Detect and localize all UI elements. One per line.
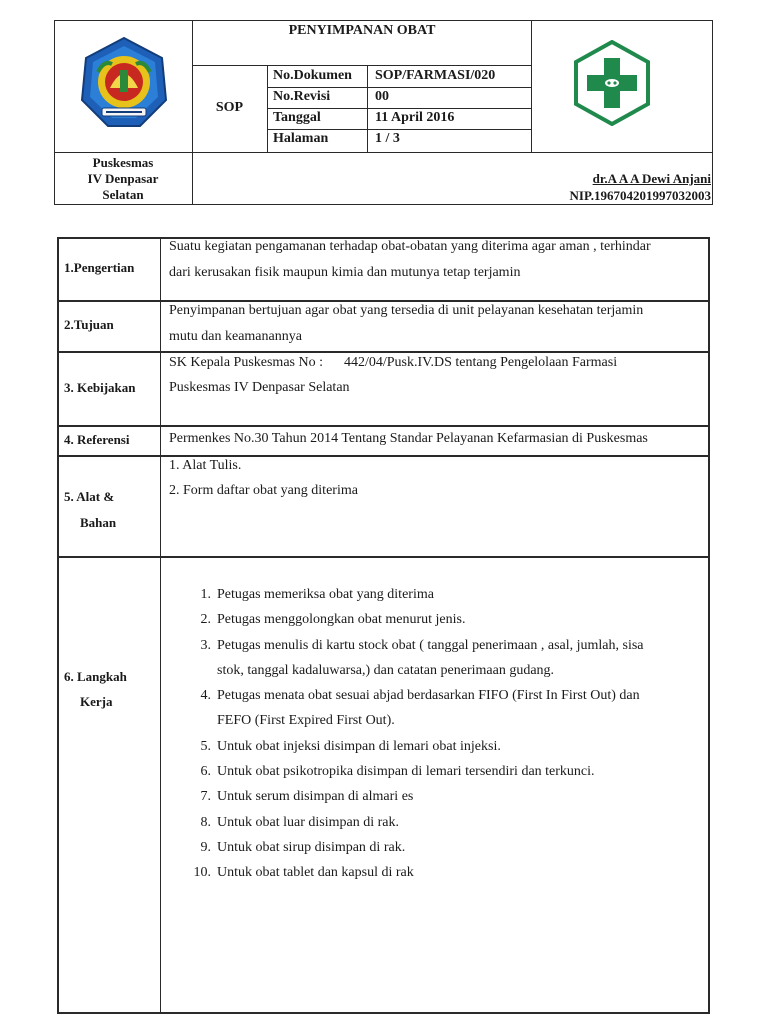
pengertian-text-line: dari kerusakan fisik maupun kimia dan mutunya tetap terjamin (169, 265, 521, 280)
step-text: Petugas menata obat sesuai abjad berdasarkan FIFO (First In First Out) dan (217, 688, 640, 704)
referensi-text-line: Permenkes No.30 Tahun 2014 Tentang Standar Pelayanan Kefarmasian di Puskesmas (169, 431, 648, 446)
label-line: Kerja (80, 694, 113, 709)
step-text: Untuk obat tablet dan kapsul di rak (217, 865, 414, 881)
label-referensi: 4. Referensi (64, 432, 130, 447)
label-kebijakan: 3. Kebijakan (64, 380, 136, 395)
step-item (193, 734, 644, 759)
org-line: Puskesmas (92, 155, 154, 170)
step-item (193, 633, 644, 684)
step-item (193, 683, 644, 734)
label-line: 5. Alat & (64, 489, 115, 504)
step-number: 7. (200, 789, 211, 805)
org-line: IV Denpasar (87, 171, 159, 186)
signer-name: dr.A A A Dewi Anjani (592, 171, 711, 186)
label-line: Bahan (80, 515, 117, 530)
step-text: Untuk obat luar disimpan di rak. (217, 814, 399, 830)
label-alat-bahan (64, 484, 116, 536)
pengertian-text-line: Suatu kegiatan pengamanan terhadap obat-obatan yang diterima agar aman , terhindar (169, 239, 651, 254)
field-value-no-revisi: 00 (375, 89, 389, 104)
org-line: Selatan (102, 187, 144, 202)
step-item (193, 860, 644, 885)
field-value-halaman: 1 / 3 (375, 131, 400, 146)
step-number: 3. (200, 637, 211, 653)
step-text: Untuk serum disimpan di almari es (217, 789, 414, 805)
step-number: 5. (200, 738, 211, 754)
step-text: Untuk obat injeksi disimpan di lemari obat injeksi. (217, 738, 501, 754)
document-title: PENYIMPANAN OBAT (288, 23, 436, 38)
field-value-no-dokumen: SOP/FARMASI/020 (375, 68, 496, 83)
regency-emblem-logo (72, 30, 176, 134)
step-number: 6. (200, 764, 211, 780)
kebijakan-text-line: Puskesmas IV Denpasar Selatan (169, 380, 350, 395)
sop-label: SOP (215, 100, 244, 115)
step-item (193, 835, 644, 860)
field-label-halaman: Halaman (273, 131, 329, 146)
step-item (193, 784, 644, 809)
step-item (193, 607, 644, 632)
step-item (193, 582, 644, 607)
field-value-tanggal: 11 April 2016 (375, 110, 455, 125)
step-number: 9. (200, 839, 211, 855)
step-number: 4. (200, 688, 211, 704)
step-text: Petugas menggolongkan obat menurut jenis. (217, 612, 466, 628)
field-label-no-dokumen: No.Dokumen (273, 68, 352, 83)
step-number: 2. (200, 612, 211, 628)
tujuan-text-line: mutu dan keamanannya (169, 329, 302, 344)
step-number: 1. (200, 587, 211, 602)
tujuan-text-line: Penyimpanan bertujuan agar obat yang tersedia di unit pelayanan kesehatan terjamin (169, 303, 644, 318)
alat-item: 2. Form daftar obat yang diterima (169, 483, 358, 498)
field-label-no-revisi: No.Revisi (273, 89, 331, 104)
step-item (193, 759, 644, 784)
step-text: stok, tanggal kadaluwarsa,) dan catatan penerimaan gudang. (217, 662, 555, 678)
signer-nip: NIP.196704201997032003 (569, 188, 711, 203)
puskesmas-cross-logo (572, 40, 652, 126)
step-text: FEFO (First Expired First Out). (217, 713, 395, 729)
step-text: Petugas memeriksa obat yang diterima (217, 587, 434, 602)
step-text: Petugas menulis di kartu stock obat ( tanggal penerimaan , asal, jumlah, sisa (217, 637, 644, 653)
step-text: Untuk obat psikotropika disimpan di lemari tersendiri dan terkunci. (217, 764, 595, 780)
field-label-tanggal: Tanggal (273, 110, 321, 125)
step-number: 8. (200, 814, 211, 830)
step-text: Untuk obat sirup disimpan di rak. (217, 839, 406, 855)
step-item (193, 810, 644, 835)
label-tujuan: 2.Tujuan (64, 317, 114, 332)
organization-name (54, 155, 192, 203)
alat-item: 1. Alat Tulis. (169, 458, 242, 473)
langkah-steps-list (193, 582, 644, 886)
kebijakan-text-line: SK Kepala Puskesmas No : 442/04/Pusk.IV.DS tentang Pengelolaan Farmasi (169, 355, 618, 370)
label-line: 6. Langkah (64, 669, 127, 684)
label-langkah-kerja (64, 664, 127, 714)
step-number: 10. (193, 865, 211, 881)
label-pengertian: 1.Pengertian (64, 260, 135, 275)
